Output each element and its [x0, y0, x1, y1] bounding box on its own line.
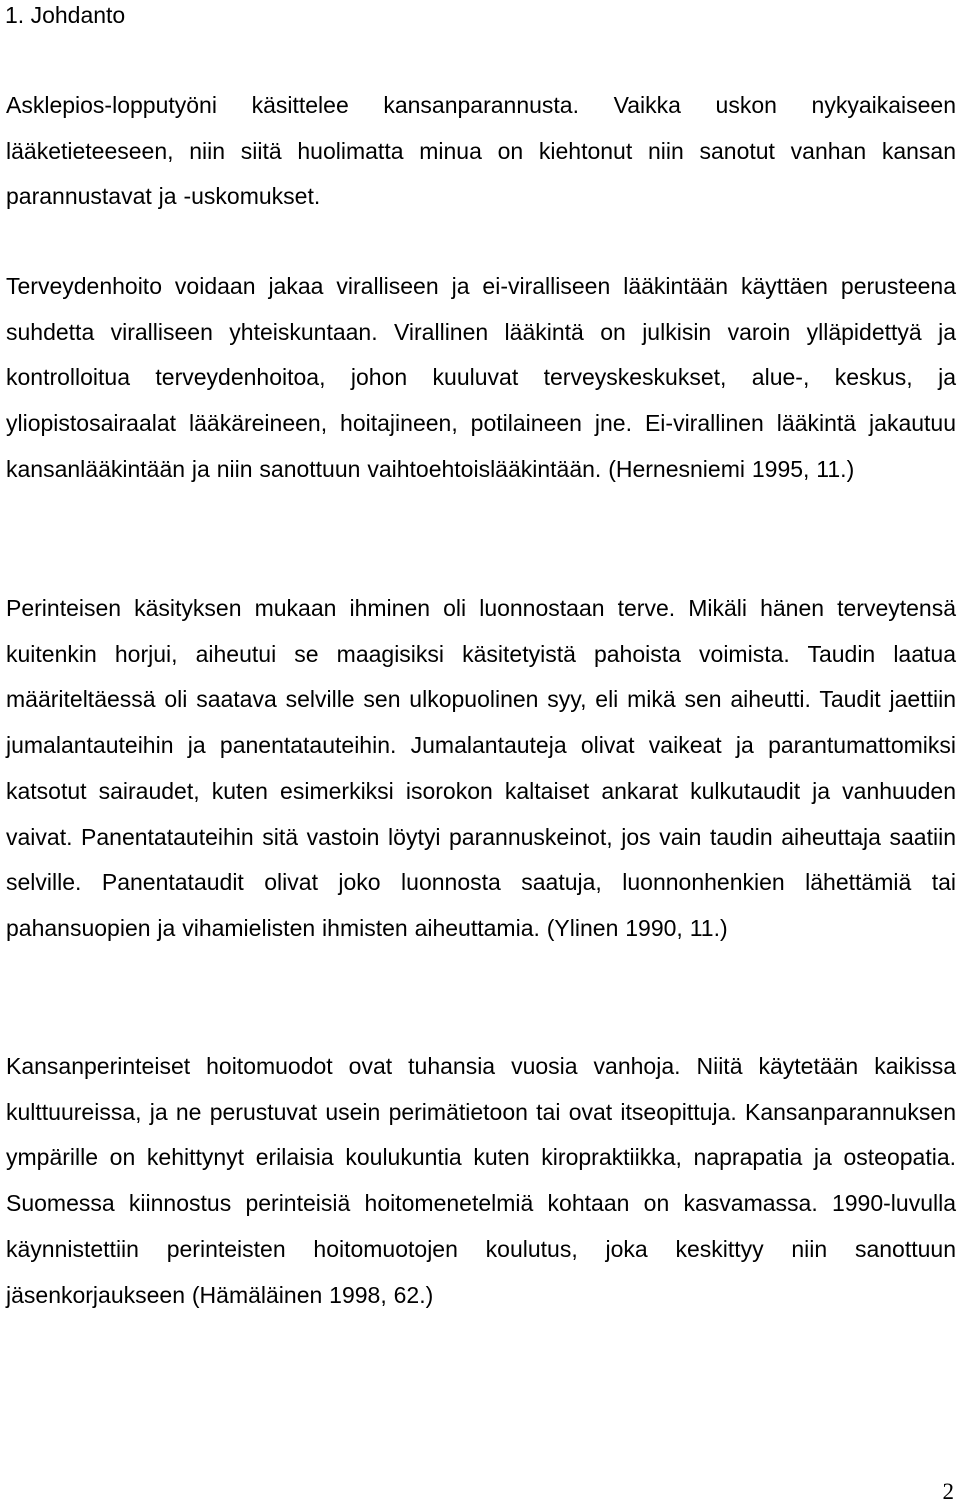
- paragraph-traditional-view: Perinteisen käsityksen mukaan ihminen oli luonnostaan terve. Mikäli hänen terveytensä kuitenkin horjui, aiheutui se maagisiksi käsitetyistä pahoista voimista. Taudin laatua määriteltäessä oli saatava selville sen ulkopuolinen syy, eli mikä sen aiheutti. Taudit jaettiin jumalantauteihin ja panentatauteihin. Jumalantauteja olivat vaikeat ja parantumattomiksi katsotut sairaudet, kuten esimerkiksi isorokon kaltaiset ankarat kulkutaudit ja vanhuuden vaivat. Panentatauteihin sitä vastoin löytyi parannuskeinot, jos vain taudin aiheuttaja saatiin selville. Panentataudit olivat joko luonnosta saatuja, luonnonhenkien lähettämiä tai pahansuopien ja vihamielisten ihmisten aiheuttamia. (Ylinen 1990, 11.): [6, 595, 956, 941]
- section-heading: 1. Johdanto: [5, 2, 126, 28]
- paragraph-intro: Asklepios-lopputyöni käsittelee kansanparannusta. Vaikka uskon nykyaikaiseen lääketieteeseen, niin siitä huolimatta minua on kiehtonut niin sanotut vanhan kansan parannustavat ja -uskomukset.: [6, 92, 956, 210]
- paragraph-folk-treatments: Kansanperinteiset hoitomuodot ovat tuhansia vuosia vanhoja. Niitä käytetään kaikissa kulttuureissa, ja ne perustuvat usein perimätietoon tai ovat itseopittuja. Kansanparannuksen ympärille on kehittynyt erilaisia koulukuntia kuten kiropraktiikka, naprapatia ja osteopatia. Suomessa kiinnostus perinteisiä hoitomenetelmiä kohtaan on kasvamassa. 1990-luvulla käynnistettiin perinteisten hoitomuotojen koulutus, joka keskittyy niin sanottuun jäsenkorjaukseen (Hämäläinen 1998, 62.): [6, 1053, 956, 1308]
- page-number: 2: [942, 1479, 954, 1504]
- paragraph-healthcare: Terveydenhoito voidaan jakaa viralliseen ja ei-viralliseen lääkintään käyttäen perusteena suhdetta viralliseen yhteiskuntaan. Virallinen lääkintä on julkisin varoin ylläpidettyä ja kontrolloitua terveydenhoitoa, johon kuuluvat terveyskeskukset, alue-, keskus, ja yliopistosairaalat lääkäreineen, hoitajineen, potilaineen jne. Ei-virallinen lääkintä jakautuu kansanlääkintään ja niin sanottuun vaihtoehtoislääkintään. (Hernesniemi 1995, 11.): [6, 273, 956, 482]
